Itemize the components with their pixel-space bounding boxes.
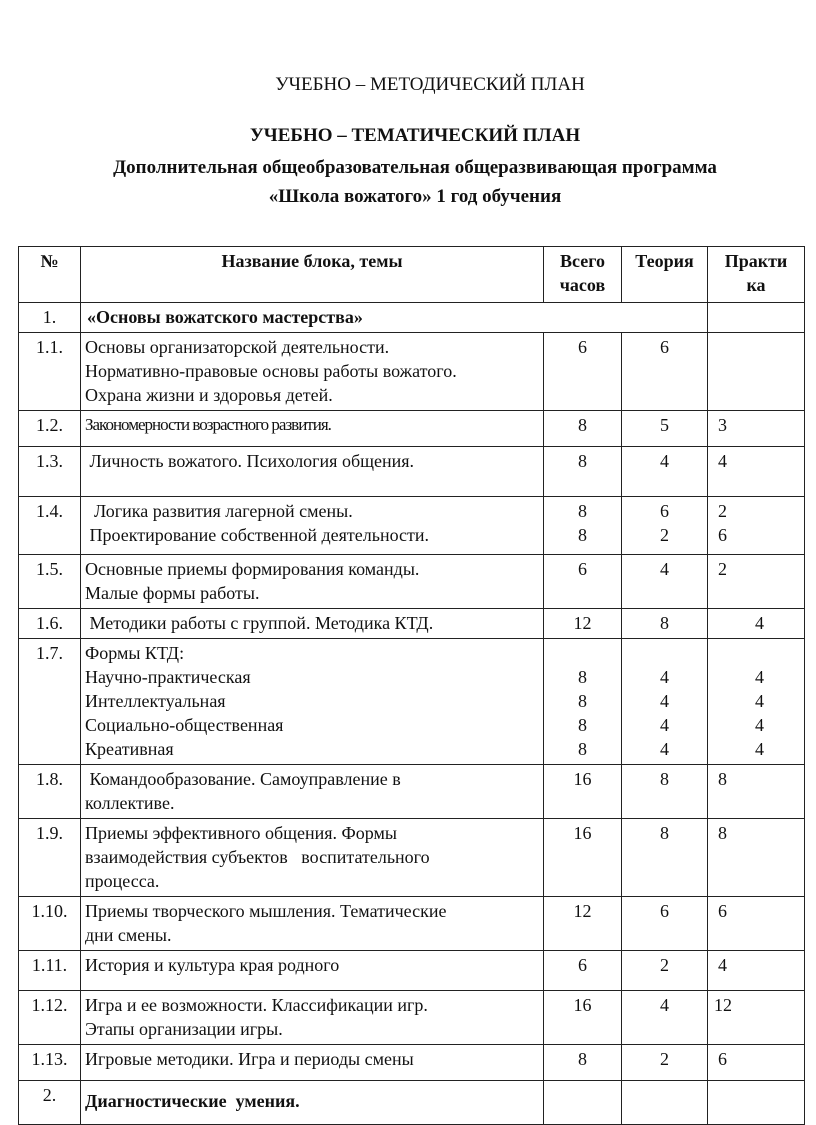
topic-line: Основы организаторской деятельности. [85,337,390,357]
row-practice: 8 [708,765,805,819]
practice-value: 2 [718,501,727,521]
row-practice [708,639,805,765]
topic-line: Основные приемы формирования команды. [85,559,420,579]
row-theory: 4 [622,447,708,497]
row-theory: 4 [622,555,708,609]
header-num: № [19,247,81,303]
row-total: 6 [544,951,622,991]
theory-value: 4 [660,739,669,759]
row-practice: 4 [708,447,805,497]
row-theory: 6 [622,897,708,951]
row-num: 1.9. [19,819,81,897]
row-total: 6 [544,555,622,609]
section-title: Диагностические умения. [81,1081,544,1125]
header-total-line2: часов [559,275,606,295]
row-num: 1.12. [19,991,81,1045]
doc-subtitle-program: Дополнительная общеобразовательная общеразвивающая программа [113,157,717,178]
row-num: 1.4. [19,497,81,555]
row-practice: 4 [708,609,805,639]
total-value [548,641,617,665]
theory-value: 4 [660,691,669,711]
doc-subtitle-school: «Школа вожатого» 1 год обучения [268,186,562,207]
topic-line: Этапы организации игры. [85,1019,283,1039]
row-practice: 4 [708,951,805,991]
row-practice-empty [708,1081,805,1125]
row-practice: 12 [708,991,805,1045]
topic-line: Охрана жизни и здоровья детей. [85,385,333,405]
table-row [19,951,805,991]
row-topic [81,819,544,897]
row-total: 8 [544,447,622,497]
total-value: 8 [578,715,587,735]
topic-line: Нормативно-правовые основы работы вожатого. [85,361,457,381]
curriculum-table [18,246,805,1125]
topic-line: Логика развития лагерной смены. [85,501,353,521]
row-theory-empty [622,1081,708,1125]
topic-line: процесса. [85,871,160,891]
practice-value: 4 [755,691,764,711]
row-topic: Личность вожатого. Психология общения. [81,447,544,497]
row-practice [708,497,805,555]
row-practice: 3 [708,411,805,447]
row-total: 12 [544,609,622,639]
row-topic [81,555,544,609]
table-row [19,333,805,411]
row-theory [622,497,708,555]
doc-title-thematic-plan: УЧЕБНО – ТЕМАТИЧЕСКИЙ ПЛАН [249,125,581,146]
row-practice [708,333,805,411]
row-topic [81,497,544,555]
row-topic [81,333,544,411]
topic-line: Креативная [85,739,174,759]
row-theory: 8 [622,765,708,819]
header-practice-line2: ка [746,275,766,295]
row-num: 1.1. [19,333,81,411]
row-num: 2. [19,1081,81,1125]
table-row [19,897,805,951]
row-topic [81,991,544,1045]
header-theory: Теория [622,247,708,303]
row-topic [81,765,544,819]
table-row [19,765,805,819]
theory-value: 6 [660,501,669,521]
row-num: 1.13. [19,1045,81,1081]
row-theory: 8 [622,819,708,897]
theory-value: 4 [660,667,669,687]
row-num: 1.2. [19,411,81,447]
header-practice [708,247,805,303]
header-practice-line1: Практи [724,251,788,271]
row-theory: 8 [622,609,708,639]
table-row [19,639,805,765]
row-theory: 4 [622,991,708,1045]
practice-value [712,641,764,665]
section-title: «Основы вожатского мастерства» [81,303,708,333]
row-num: 1.10. [19,897,81,951]
row-num: 1. [19,303,81,333]
row-total: 6 [544,333,622,411]
header-total [544,247,622,303]
row-topic: История и культура края родного [81,951,544,991]
total-value: 8 [578,691,587,711]
theory-value [626,641,703,665]
table-row-section-2 [19,1081,805,1125]
topic-line: коллективе. [85,793,175,813]
row-practice: 2 [708,555,805,609]
row-practice-empty [708,303,805,333]
row-total: 16 [544,765,622,819]
table-row [19,555,805,609]
topic-line: дни смены. [85,925,172,945]
topic-line: Социально-общественная [85,715,284,735]
row-topic: Игровые методики. Игра и периоды смены [81,1045,544,1081]
row-topic: Методики работы с группой. Методика КТД. [81,609,544,639]
row-total: 12 [544,897,622,951]
topic-line: Игра и ее возможности. Классификации игр. [85,995,428,1015]
row-total [544,497,622,555]
practice-value: 4 [755,715,764,735]
row-theory [622,639,708,765]
header-name: Название блока, темы [81,247,544,303]
row-topic [81,639,544,765]
row-total: 8 [544,411,622,447]
row-theory: 2 [622,1045,708,1081]
topic-line: Формы КТД: [85,643,185,663]
row-num: 1.3. [19,447,81,497]
row-num: 1.11. [19,951,81,991]
row-theory: 5 [622,411,708,447]
row-total: 16 [544,819,622,897]
topic-line: Командообразование. Самоуправление в [85,769,401,789]
table-row [19,609,805,639]
practice-value: 4 [755,667,764,687]
row-num: 1.5. [19,555,81,609]
table-row [19,1045,805,1081]
theory-value: 4 [660,715,669,735]
topic-line: Приемы эффективного общения. Формы [85,823,397,843]
practice-value: 6 [718,525,727,545]
topic-line: Проектирование собственной деятельности. [85,525,430,545]
topic-line: Приемы творческого мышления. Тематические [85,901,447,921]
total-value: 8 [578,501,587,521]
total-value: 8 [578,525,587,545]
table-row [19,497,805,555]
practice-value: 4 [755,739,764,759]
topic-line: взаимодействия субъектов воспитательного [85,847,430,867]
topic-line: Интеллектуальная [85,691,226,711]
row-total-empty [544,1081,622,1125]
row-theory: 2 [622,951,708,991]
theory-value: 2 [660,525,669,545]
table-row [19,447,805,497]
row-theory: 6 [622,333,708,411]
row-num: 1.7. [19,639,81,765]
row-num: 1.6. [19,609,81,639]
row-practice: 6 [708,1045,805,1081]
table-row [19,411,805,447]
row-total: 8 [544,1045,622,1081]
table-header-row [19,247,805,303]
row-topic: Закономерности возрастного развития. [81,411,544,447]
row-practice: 8 [708,819,805,897]
doc-title-methodical-plan: УЧЕБНО – МЕТОДИЧЕСКИЙ ПЛАН [275,74,585,95]
topic-line: Малые формы работы. [85,583,260,603]
table-row-section-1 [19,303,805,333]
table-row [19,991,805,1045]
row-topic [81,897,544,951]
row-num: 1.8. [19,765,81,819]
total-value: 8 [578,739,587,759]
table-row [19,819,805,897]
header-total-line1: Всего [560,251,605,271]
row-total: 16 [544,991,622,1045]
row-total [544,639,622,765]
total-value: 8 [578,667,587,687]
topic-line: Научно-практическая [85,667,251,687]
row-practice: 6 [708,897,805,951]
